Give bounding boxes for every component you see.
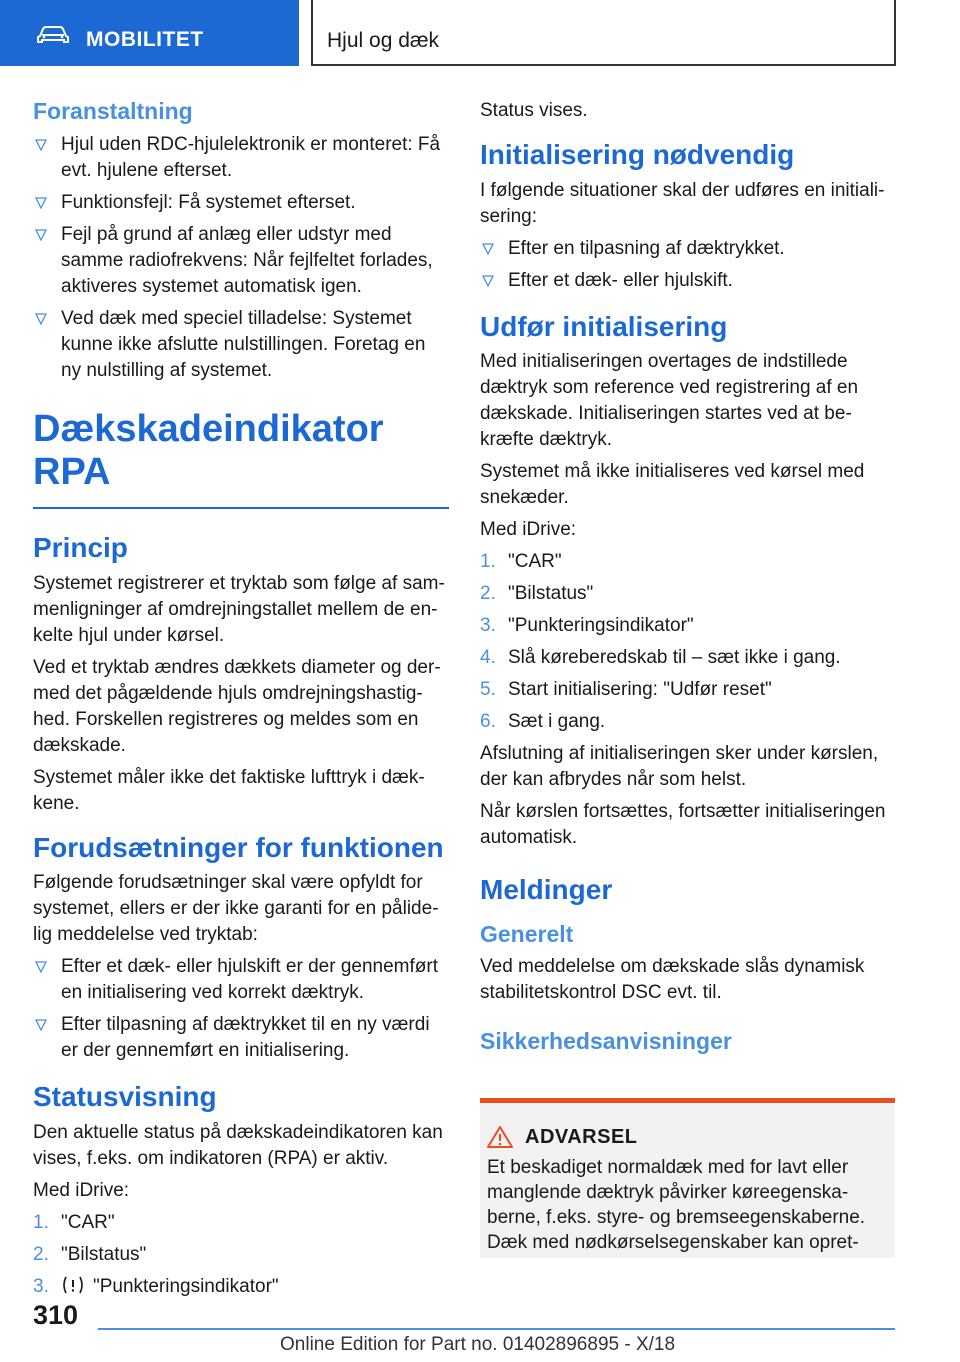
perform-init-paragraph: Med initialiseringen overtages de indstillede dæktryk som reference ved registrering af en dækskade. Initialiseringen startes ved at bekræfte dæktryk. [480,351,859,451]
step-item: 3. "Punkteringsindikator" [33,1275,279,1297]
list-item: Efter tilpasning af dæktrykket til en ny værdi er der gennemført en initialisering. [33,1012,449,1064]
triangle-bullet-icon [482,243,494,255]
forudsaetninger-paragraph: Følgende forudsætninger skal være opfyldt for systemet, ellers er der ikke garanti for en pålidelig meddelelse ved tryktab: [33,872,439,946]
step-item: 1. "CAR" [480,551,562,573]
chapter-title: Dækskadeindikator RPA [33,408,449,509]
sikkerhed-heading: Sikkerhedsanvisninger [480,1028,732,1055]
warning-triangle-icon [487,1125,513,1149]
warning-text: Et beskadiget normaldæk med for lavt eller manglende dæktryk påvirker køreegenskaberne, f.eks. styre- og bremseegenskaberne. Dæk med nødkørselsegenskaber kan opret- [487,1157,866,1253]
generelt-heading: Generelt [480,920,574,947]
perform-init-heading: Udfør initialisering [480,310,728,342]
list-item: Hjul uden RDC-hjulelektronik er monteret: Få evt. hjulene efterset. [33,132,449,184]
statusvisning-paragraph: Med iDrive: [33,1179,130,1201]
triangle-bullet-icon [35,961,47,973]
perform-init-paragraph: Når kørslen fortsættes, fortsætter initialiseringen automatisk. [480,801,886,849]
warning-header [487,1125,887,1149]
triangle-bullet-icon [35,139,47,151]
perform-init-paragraph: Med iDrive: [480,519,577,541]
section-label: Hjul og dæk [327,29,440,52]
forudsaetninger-list [33,954,449,1064]
generelt-paragraph: Ved meddelelse om dækskade slås dynamisk stabilitetskontrol DSC evt. til. [480,956,865,1004]
step-item: 2. "Bilstatus" [480,583,594,605]
warning-title: ADVARSEL [525,1125,638,1148]
page-header [0,0,960,66]
step-item: 5. Start initialisering: "Udfør reset" [480,679,772,701]
edition-text: Online Edition for Part no. 01402896895 - X/18 [280,1334,676,1355]
page-number: 310 [33,1300,79,1330]
footer-divider [98,1328,895,1330]
car-icon [36,26,70,44]
list-item: Efter en tilpasning af dæktrykket. [480,236,896,262]
warning-box [480,1098,895,1258]
princip-paragraph: Ved et tryktab ændres dækkets diameter og dermed det pågældende hjuls omdrejningshastighed. Forskellen registreres og meldes som en dækskade. [33,656,441,756]
forudsaetninger-heading: Forudsætninger for funktionen [33,831,444,863]
meldinger-heading: Meldinger [480,874,613,906]
list-item: Efter et dæk- eller hjulskift. [480,268,896,294]
init-needed-paragraph: I følgende situationer skal der udføres en initialisering: [480,179,885,227]
statusvisning-heading: Statusvisning [33,1081,217,1113]
statusvisning-paragraph: Den aktuelle status på dækskadeindikatoren kan vises, f.eks. om indikatoren (RPA) er aktiv. [33,1121,443,1169]
perform-steps-list [480,549,896,735]
princip-heading: Princip [33,531,128,563]
status-shown-text: Status vises. [480,100,588,121]
list-item: Funktionsfejl: Få systemet efterset. [33,190,449,216]
triangle-bullet-icon [482,275,494,287]
section-tab [311,0,896,66]
tire-pressure-icon [61,1275,85,1295]
chapter-tab-label: MOBILITET [86,28,204,51]
right-column [480,98,896,1062]
perform-init-paragraph: Systemet må ikke initialiseres ved kørsel med snekæder. [480,461,865,509]
init-needed-list [480,236,896,294]
step-item: 6. Sæt i gang. [480,711,606,733]
triangle-bullet-icon [35,229,47,241]
step-item: 1. "CAR" [33,1211,115,1233]
list-item: Ved dæk med speciel tilladelse: Systemet kunne ikke afslutte nulstillingen. Foretag en ny nulstilling af systemet. [33,306,449,384]
step-item: 3. "Punkteringsindikator" [480,615,694,637]
left-column [33,98,449,1306]
step-item: 4. Slå køreberedskab til – sæt ikke i gang. [480,647,841,669]
foranstaltning-heading: Foranstaltning [33,98,193,124]
list-item: Fejl på grund af anlæg eller udstyr med samme radiofrekvens: Når fejlfeltet forlades, aktiveres systemet automatisk igen. [33,222,449,300]
princip-paragraph: Systemet registrerer et tryktab som følge af sammenligninger af omdrejningstallet mellem de enkelte hjul under kørsel. [33,572,445,646]
status-steps-list [33,1210,449,1300]
triangle-bullet-icon [35,197,47,209]
triangle-bullet-icon [35,1019,47,1031]
perform-init-paragraph: Afslutning af initialiseringen sker under kørslen, der kan afbrydes når som helst. [480,743,879,791]
init-needed-heading: Initialisering nødvendig [480,139,795,170]
chapter-tab[interactable] [0,0,299,66]
foranstaltning-list [33,132,449,384]
step-item: 2. "Bilstatus" [33,1243,147,1265]
triangle-bullet-icon [35,313,47,325]
princip-paragraph: Systemet måler ikke det faktiske lufttryk i dækkene. [33,766,425,814]
list-item: Efter et dæk- eller hjulskift er der gennemført en initialisering ved korrekt dæktryk. [33,954,449,1006]
